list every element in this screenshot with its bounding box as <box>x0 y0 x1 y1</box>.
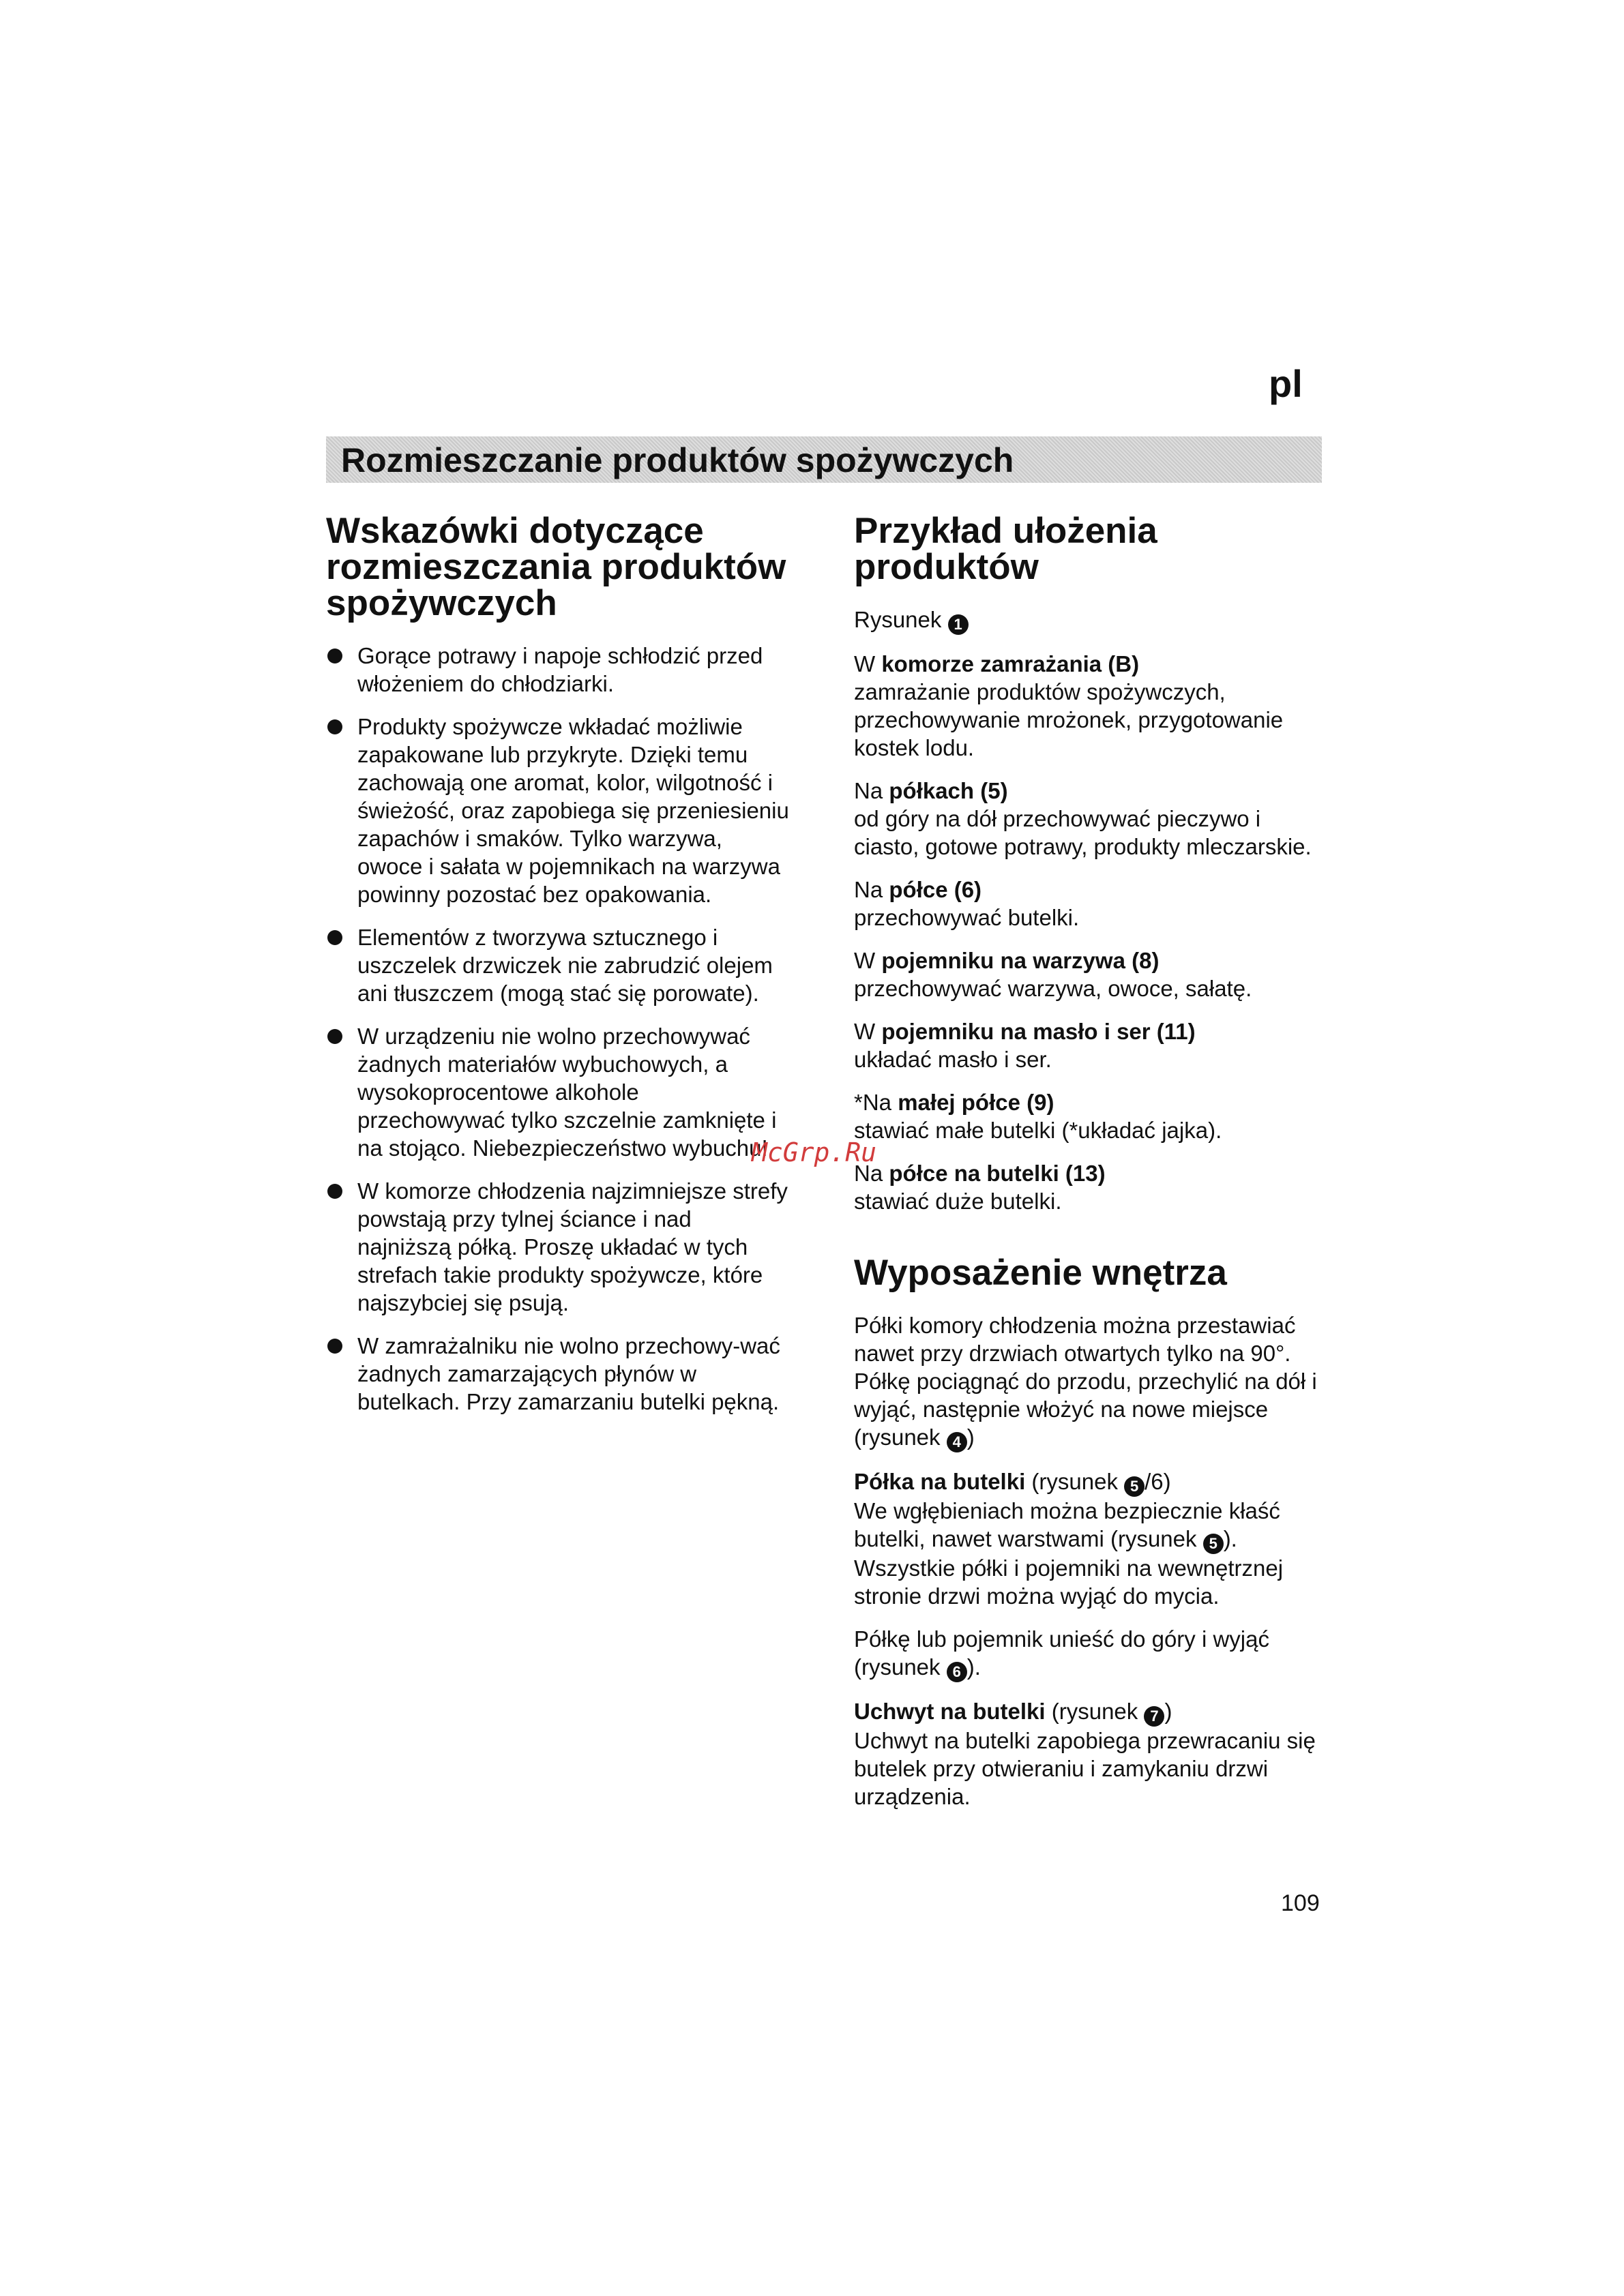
interior-paragraph: Półkę lub pojemnik unieść do góry i wyjąć (rysunek 6 ). <box>854 1625 1331 1682</box>
list-item-text: W komorze chłodzenia najzimniejsze strefy powstają przy tylnej ściance i nad najniższą półką. Proszę układać w tych strefach takie produkty spożywcze, które najszybciej się psują. <box>357 1178 788 1315</box>
list-item-text: Gorące potrawy i napoje schłodzić przed włożeniem do chłodziarki. <box>357 643 763 696</box>
figure-number-badge: 6 <box>947 1662 967 1682</box>
list-item <box>326 713 790 908</box>
storage-item: Na półce (6) przechowywać butelki. <box>854 877 1080 930</box>
storage-item: Na półce na butelki (13) stawiać duże butelki. <box>854 1161 1106 1214</box>
bullet-icon <box>327 1029 342 1044</box>
list-item-text: W urządzeniu nie wolno przechowywać żadnych materiałów wybuchowych, a wysokoprocentowe alkohole przechowywać tylko szczelnie zamknięte i na stojąco. Niebezpieczeństwo wybuchu! <box>357 1024 777 1161</box>
bullet-icon <box>327 648 342 664</box>
page-number: 109 <box>1281 1890 1320 1916</box>
figure-number-badge: 5 <box>1124 1476 1145 1497</box>
storage-item: Na półkach (5) od góry na dół przechowywać pieczywo i ciasto, gotowe potrawy, produkty mleczarskie. <box>854 778 1312 859</box>
bullet-icon <box>327 1339 342 1354</box>
left-column <box>326 513 790 1431</box>
interior-heading: Wyposażenie wnętrza <box>854 1253 1227 1293</box>
list-item-text: W zamrażalniku nie wolno przechowy-wać żadnych zamarzających płynów w butelkach. Przy zamarzaniu butelki pękną. <box>357 1333 780 1414</box>
list-item <box>326 642 790 698</box>
list-item <box>326 1332 790 1416</box>
figure-number-badge: 4 <box>947 1432 967 1452</box>
right-heading: Przykład ułożenia produktów <box>854 511 1157 587</box>
watermark: McGrp.Ru <box>752 1137 877 1167</box>
banner-title: Rozmieszczanie produktów spożywczych <box>341 441 1014 479</box>
list-item <box>326 1177 790 1317</box>
bullet-icon <box>327 1184 342 1199</box>
left-heading: Wskazówki dotyczące rozmieszczania produktów spożywczych <box>326 511 786 623</box>
interior-paragraph: Uchwyt na butelki (rysunek 7 ) Uchwyt na butelki zapobiega przewracaniu się butelek przy otwieraniu i zamykaniu drzwi urządzenia. <box>854 1699 1316 1809</box>
storage-item: W pojemniku na masło i ser (11) układać masło i ser. <box>854 1019 1196 1072</box>
figure-reference <box>854 606 1331 635</box>
figure-number-badge: 1 <box>948 614 969 635</box>
storage-item: *Na małej półce (9) stawiać małe butelki (*układać jajka). <box>854 1090 1222 1143</box>
section-banner <box>326 436 1322 483</box>
interior-paragraph: Półka na butelki (rysunek 5 /6) We wgłębieniach można bezpiecznie kłaść butelki, nawet warstwami (rysunek 5 ). Wszystkie półki i pojemniki na wewnętrznej stronie drzwi można wyjąć do mycia. <box>854 1469 1284 1609</box>
storage-item: W komorze zamrażania (B) zamrażanie produktów spożywczych, przechowywanie mrożonek, przygotowanie kostek lodu. <box>854 651 1284 760</box>
list-item-text: Elementów z tworzywa sztucznego i uszczelek drzwiczek nie zabrudzić olejem ani tłuszczem (mogą stać się porowate). <box>357 925 773 1006</box>
interior-paragraph: Półki komory chłodzenia można przestawiać nawet przy drzwiach otwartych tylko na 90°. Półkę pociągnąć do przodu, przechylić na dół i wyjąć, następnie włożyć na nowe miejsce (rysunek 4 ) <box>854 1311 1331 1452</box>
list-item-text: Produkty spożywcze wkładać możliwie zapakowane lub przykryte. Dzięki temu zachowają one aromat, kolor, wilgotność i świeżość, oraz zapobiega się przeniesieniu zapachów i smaków. Tylko warzywa, owoce i sałata w pojemnikach na warzywa powinny pozostać bez opakowania. <box>357 714 789 907</box>
bullet-icon <box>327 930 342 945</box>
figure-number-badge: 7 <box>1144 1706 1164 1727</box>
figure-ref-label: Rysunek <box>854 607 942 632</box>
right-column <box>854 513 1331 1825</box>
figure-number-badge: 5 <box>1203 1534 1224 1554</box>
language-code: pl <box>1269 362 1303 405</box>
bullet-icon <box>327 719 342 734</box>
tips-list <box>326 642 790 1416</box>
storage-item: W pojemniku na warzywa (8) przechowywać warzywa, owoce, sałatę. <box>854 948 1252 1001</box>
list-item <box>326 923 790 1007</box>
list-item <box>326 1022 790 1162</box>
